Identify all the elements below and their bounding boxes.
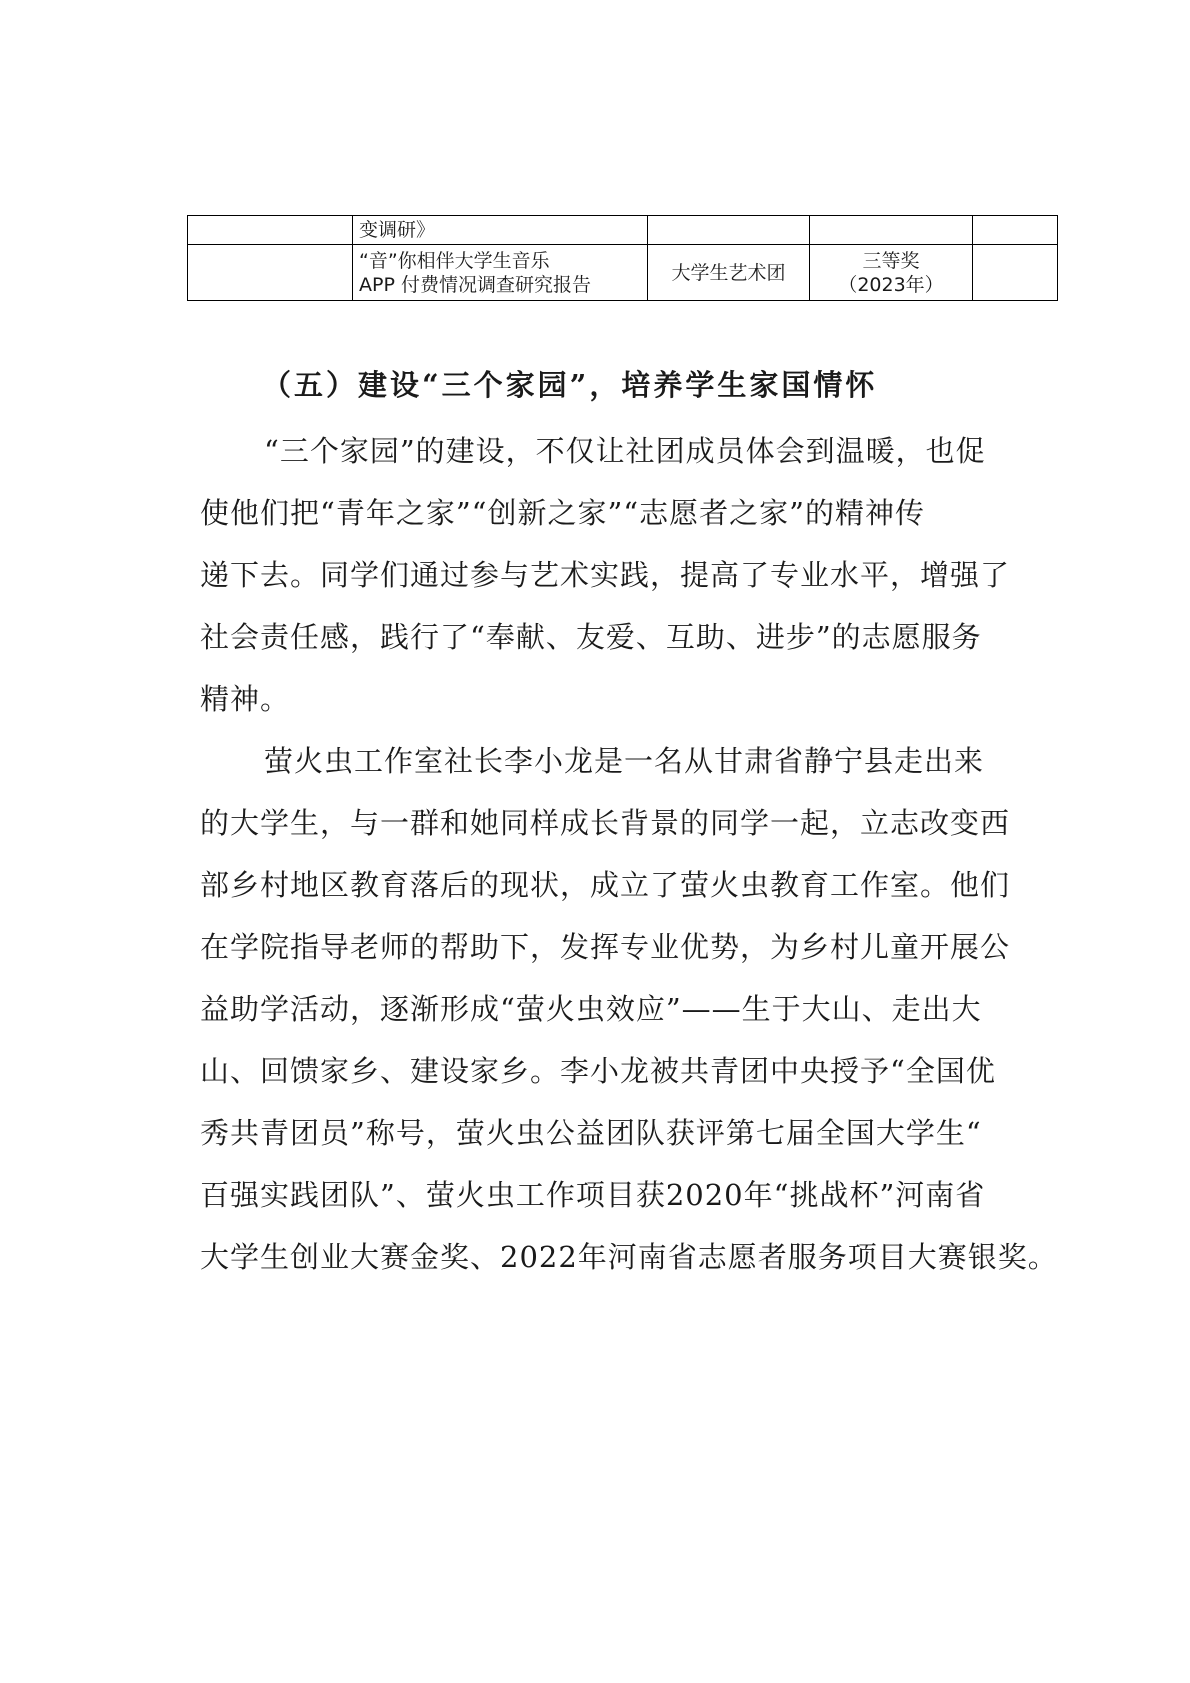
project-title-line: APP 付费情况调查研究报告 <box>359 273 591 296</box>
paragraph-line: 百强实践团队”、萤火虫工作项目获2020年“挑战杯”河南省 <box>200 1178 986 1212</box>
paragraph-line: 部乡村地区教育落后的现状，成立了萤火虫教育工作室。他们 <box>200 868 1011 902</box>
paragraph-line: 秀共青团员”称号，萤火虫公益团队获评第七届全国大学生“ <box>200 1116 982 1150</box>
table-cell-blank <box>973 216 1058 245</box>
table-cell-project-title <box>353 245 648 301</box>
project-title-line: “音”你相伴大学生音乐 <box>359 249 550 272</box>
paragraph-line: 萤火虫工作室社长李小龙是一名从甘肃省静宁县走出来 <box>264 744 985 778</box>
table-cell-organization: 大学生艺术团 <box>648 245 810 301</box>
paragraph-line: 益助学活动，逐渐形成“萤火虫效应”——生于大山、走出大 <box>200 992 982 1026</box>
paragraph-line: 的大学生，与一群和她同样成长背景的同学一起，立志改变西 <box>200 806 1011 840</box>
paragraph-three-homes <box>200 420 1080 730</box>
paragraph-line: 精神。 <box>200 682 291 716</box>
table-cell-organization <box>648 216 810 245</box>
table-cell-project-title: 变调研》 <box>353 216 648 245</box>
section-heading: （五）建设“三个家园”，培养学生家国情怀 <box>262 368 878 402</box>
table-cell-blank <box>188 245 353 301</box>
table-cell-blank <box>188 216 353 245</box>
awards-table <box>187 215 1058 301</box>
paragraph-line: 递下去。同学们通过参与艺术实践，提高了专业水平，增强了 <box>200 558 1011 592</box>
paragraph-line: 山、回馈家乡、建设家乡。李小龙被共青团中央授予“全国优 <box>200 1054 996 1088</box>
table-row <box>188 216 1058 245</box>
paragraph-line: 在学院指导老师的帮助下，发挥专业优势，为乡村儿童开展公 <box>200 930 1011 964</box>
table-cell-award <box>810 245 973 301</box>
paragraph-line: 使他们把“青年之家”“创新之家”“志愿者之家”的精神传 <box>200 496 925 530</box>
table-row <box>188 245 1058 301</box>
award-year: （2023年） <box>838 273 944 296</box>
paragraph-line: 社会责任感，践行了“奉献、友爱、互助、进步”的志愿服务 <box>200 620 982 654</box>
table-cell-blank <box>973 245 1058 301</box>
award-level: 三等奖 <box>862 249 920 272</box>
paragraph-firefly-studio <box>200 730 1080 1288</box>
paragraph-line: 大学生创业大赛金奖、2022年河南省志愿者服务项目大赛银奖。 <box>200 1240 1058 1274</box>
paragraph-line: “三个家园”的建设，不仅让社团成员体会到温暖，也促 <box>264 434 986 468</box>
table-cell-award <box>810 216 973 245</box>
